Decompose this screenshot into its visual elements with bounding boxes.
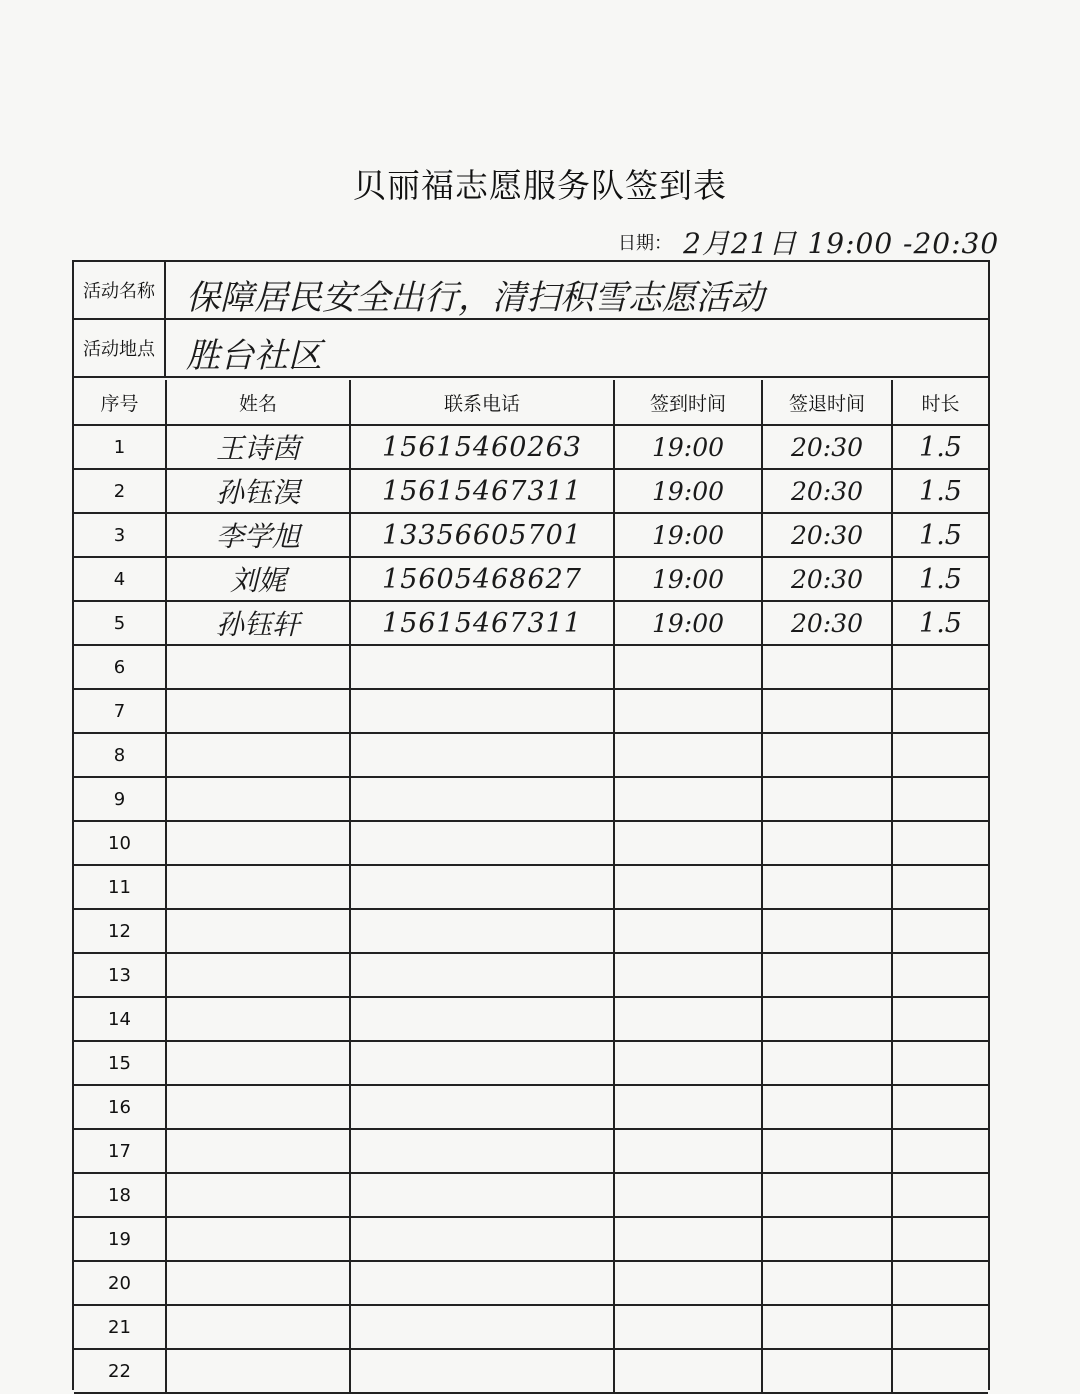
phone-cell: 15605468627: [350, 557, 614, 601]
sign-in-cell: [614, 1085, 762, 1129]
duration-cell: [892, 1173, 988, 1217]
duration-cell: [892, 689, 988, 733]
row-number: 2: [74, 469, 166, 513]
sign-in-cell: 19:00: [614, 469, 762, 513]
phone-cell: [350, 997, 614, 1041]
activity-place-value: 胜台社区: [186, 336, 322, 376]
sign-out-cell: [762, 821, 892, 865]
sign-out-cell: [762, 997, 892, 1041]
row-number: 20: [74, 1261, 166, 1305]
sign-in-cell: [614, 953, 762, 997]
row-number: 14: [74, 997, 166, 1041]
activity-name-row: [74, 262, 988, 320]
activity-name-value: 保障居民安全出行，清扫积雪志愿活动: [186, 278, 764, 318]
table-row: [74, 1085, 988, 1129]
phone-cell: [350, 689, 614, 733]
name-cell: [166, 821, 350, 865]
name-cell: 孙钰轩: [166, 601, 350, 645]
column-header-sign-out: 签退时间: [762, 380, 892, 425]
phone-cell: 13356605701: [350, 513, 614, 557]
sign-in-cell: [614, 733, 762, 777]
sign-out-cell: [762, 1173, 892, 1217]
sign-out-cell: [762, 645, 892, 689]
sign-in-cell: [614, 645, 762, 689]
name-cell: 李学旭: [166, 513, 350, 557]
name-cell: [166, 953, 350, 997]
sign-out-cell: [762, 1041, 892, 1085]
row-number: 8: [74, 733, 166, 777]
sign-out-cell: [762, 1261, 892, 1305]
row-number: 11: [74, 865, 166, 909]
column-header-sign-in: 签到时间: [614, 380, 762, 425]
phone-cell: [350, 865, 614, 909]
duration-cell: 1.5: [892, 601, 988, 645]
page-title: 贝丽福志愿服务队签到表: [353, 166, 727, 205]
activity-name-label: 活动名称: [74, 262, 166, 318]
table-row: [74, 1217, 988, 1261]
sign-out-cell: [762, 777, 892, 821]
name-cell: 王诗茵: [166, 425, 350, 469]
sign-out-cell: [762, 865, 892, 909]
name-cell: [166, 1173, 350, 1217]
sign-out-cell: [762, 733, 892, 777]
table-row: [74, 469, 988, 513]
table-row: [74, 1173, 988, 1217]
row-number: 17: [74, 1129, 166, 1173]
duration-cell: [892, 821, 988, 865]
phone-cell: [350, 909, 614, 953]
sign-in-cell: [614, 1173, 762, 1217]
name-cell: [166, 689, 350, 733]
sign-in-cell: 19:00: [614, 513, 762, 557]
table-row: [74, 645, 988, 689]
phone-cell: [350, 1173, 614, 1217]
sign-out-cell: 20:30: [762, 557, 892, 601]
table-row: [74, 997, 988, 1041]
column-header-duration: 时长: [892, 380, 988, 425]
sign-in-cell: [614, 997, 762, 1041]
table-row: [74, 1305, 988, 1349]
name-cell: [166, 1085, 350, 1129]
row-number: 15: [74, 1041, 166, 1085]
duration-cell: 1.5: [892, 425, 988, 469]
duration-cell: 1.5: [892, 513, 988, 557]
duration-cell: [892, 953, 988, 997]
table-header-row: [74, 380, 988, 425]
name-cell: [166, 1041, 350, 1085]
row-number: 1: [74, 425, 166, 469]
sign-in-cell: [614, 689, 762, 733]
sign-out-cell: 20:30: [762, 425, 892, 469]
duration-cell: [892, 865, 988, 909]
phone-cell: 15615467311: [350, 601, 614, 645]
phone-cell: 15615467311: [350, 469, 614, 513]
duration-cell: [892, 997, 988, 1041]
phone-cell: [350, 821, 614, 865]
sign-out-cell: [762, 1305, 892, 1349]
duration-cell: 1.5: [892, 469, 988, 513]
date-line: [618, 222, 999, 262]
row-number: 18: [74, 1173, 166, 1217]
date-value: 2月21日 19:00 -20:30: [683, 227, 1000, 260]
table-row: [74, 953, 988, 997]
name-cell: 刘娓: [166, 557, 350, 601]
sign-in-cell: [614, 1217, 762, 1261]
name-cell: [166, 1261, 350, 1305]
duration-cell: [892, 1129, 988, 1173]
sign-out-cell: [762, 953, 892, 997]
sign-in-cell: [614, 1129, 762, 1173]
row-number: 10: [74, 821, 166, 865]
duration-cell: 1.5: [892, 557, 988, 601]
phone-cell: [350, 733, 614, 777]
sign-in-cell: 19:00: [614, 601, 762, 645]
name-cell: [166, 1129, 350, 1173]
sign-out-cell: 20:30: [762, 513, 892, 557]
duration-cell: [892, 909, 988, 953]
row-number: 16: [74, 1085, 166, 1129]
sign-out-cell: [762, 909, 892, 953]
row-number: 5: [74, 601, 166, 645]
table-row: [74, 1041, 988, 1085]
name-cell: [166, 777, 350, 821]
attendance-table: [74, 380, 988, 1394]
row-number: 4: [74, 557, 166, 601]
row-number: 22: [74, 1349, 166, 1393]
name-cell: [166, 865, 350, 909]
name-cell: 孙钰淏: [166, 469, 350, 513]
name-cell: [166, 1305, 350, 1349]
sign-in-cell: 19:00: [614, 557, 762, 601]
table-row: [74, 777, 988, 821]
duration-cell: [892, 733, 988, 777]
phone-cell: [350, 1085, 614, 1129]
phone-cell: [350, 1129, 614, 1173]
table-row: [74, 689, 988, 733]
column-header-phone: 联系电话: [350, 380, 614, 425]
table-row: [74, 1261, 988, 1305]
sign-in-cell: [614, 909, 762, 953]
activity-place-label: 活动地点: [74, 320, 166, 376]
sign-in-cell: [614, 777, 762, 821]
duration-cell: [892, 1261, 988, 1305]
sign-in-cell: [614, 865, 762, 909]
duration-cell: [892, 1349, 988, 1393]
column-header-name: 姓名: [166, 380, 350, 425]
sign-in-cell: [614, 1305, 762, 1349]
duration-cell: [892, 1217, 988, 1261]
phone-cell: [350, 1041, 614, 1085]
table-row: [74, 557, 988, 601]
sign-in-cell: [614, 1261, 762, 1305]
sign-out-cell: 20:30: [762, 469, 892, 513]
row-number: 6: [74, 645, 166, 689]
sign-out-cell: [762, 1349, 892, 1393]
duration-cell: [892, 777, 988, 821]
phone-cell: [350, 645, 614, 689]
row-number: 13: [74, 953, 166, 997]
table-row: [74, 733, 988, 777]
phone-cell: [350, 777, 614, 821]
phone-cell: 15615460263: [350, 425, 614, 469]
sign-out-cell: [762, 689, 892, 733]
table-row: [74, 821, 988, 865]
table-row: [74, 601, 988, 645]
duration-cell: [892, 1085, 988, 1129]
phone-cell: [350, 1305, 614, 1349]
table-row: [74, 865, 988, 909]
sign-out-cell: [762, 1129, 892, 1173]
sign-in-cell: [614, 1041, 762, 1085]
name-cell: [166, 1217, 350, 1261]
activity-place-row: [74, 320, 988, 378]
name-cell: [166, 909, 350, 953]
sign-in-sheet: [72, 260, 990, 1390]
column-header-no: 序号: [74, 380, 166, 425]
sign-in-cell: [614, 821, 762, 865]
sign-in-cell: [614, 1349, 762, 1393]
table-row: [74, 1129, 988, 1173]
sign-out-cell: 20:30: [762, 601, 892, 645]
row-number: 7: [74, 689, 166, 733]
duration-cell: [892, 1041, 988, 1085]
phone-cell: [350, 1349, 614, 1393]
duration-cell: [892, 645, 988, 689]
table-row: [74, 1349, 988, 1393]
name-cell: [166, 733, 350, 777]
row-number: 9: [74, 777, 166, 821]
name-cell: [166, 997, 350, 1041]
phone-cell: [350, 953, 614, 997]
sign-in-cell: 19:00: [614, 425, 762, 469]
sign-out-cell: [762, 1217, 892, 1261]
name-cell: [166, 1349, 350, 1393]
date-label: 日期：: [618, 233, 672, 254]
table-row: [74, 513, 988, 557]
table-row: [74, 909, 988, 953]
phone-cell: [350, 1217, 614, 1261]
sign-out-cell: [762, 1085, 892, 1129]
duration-cell: [892, 1305, 988, 1349]
phone-cell: [350, 1261, 614, 1305]
table-row: [74, 425, 988, 469]
row-number: 3: [74, 513, 166, 557]
row-number: 21: [74, 1305, 166, 1349]
name-cell: [166, 645, 350, 689]
row-number: 12: [74, 909, 166, 953]
row-number: 19: [74, 1217, 166, 1261]
